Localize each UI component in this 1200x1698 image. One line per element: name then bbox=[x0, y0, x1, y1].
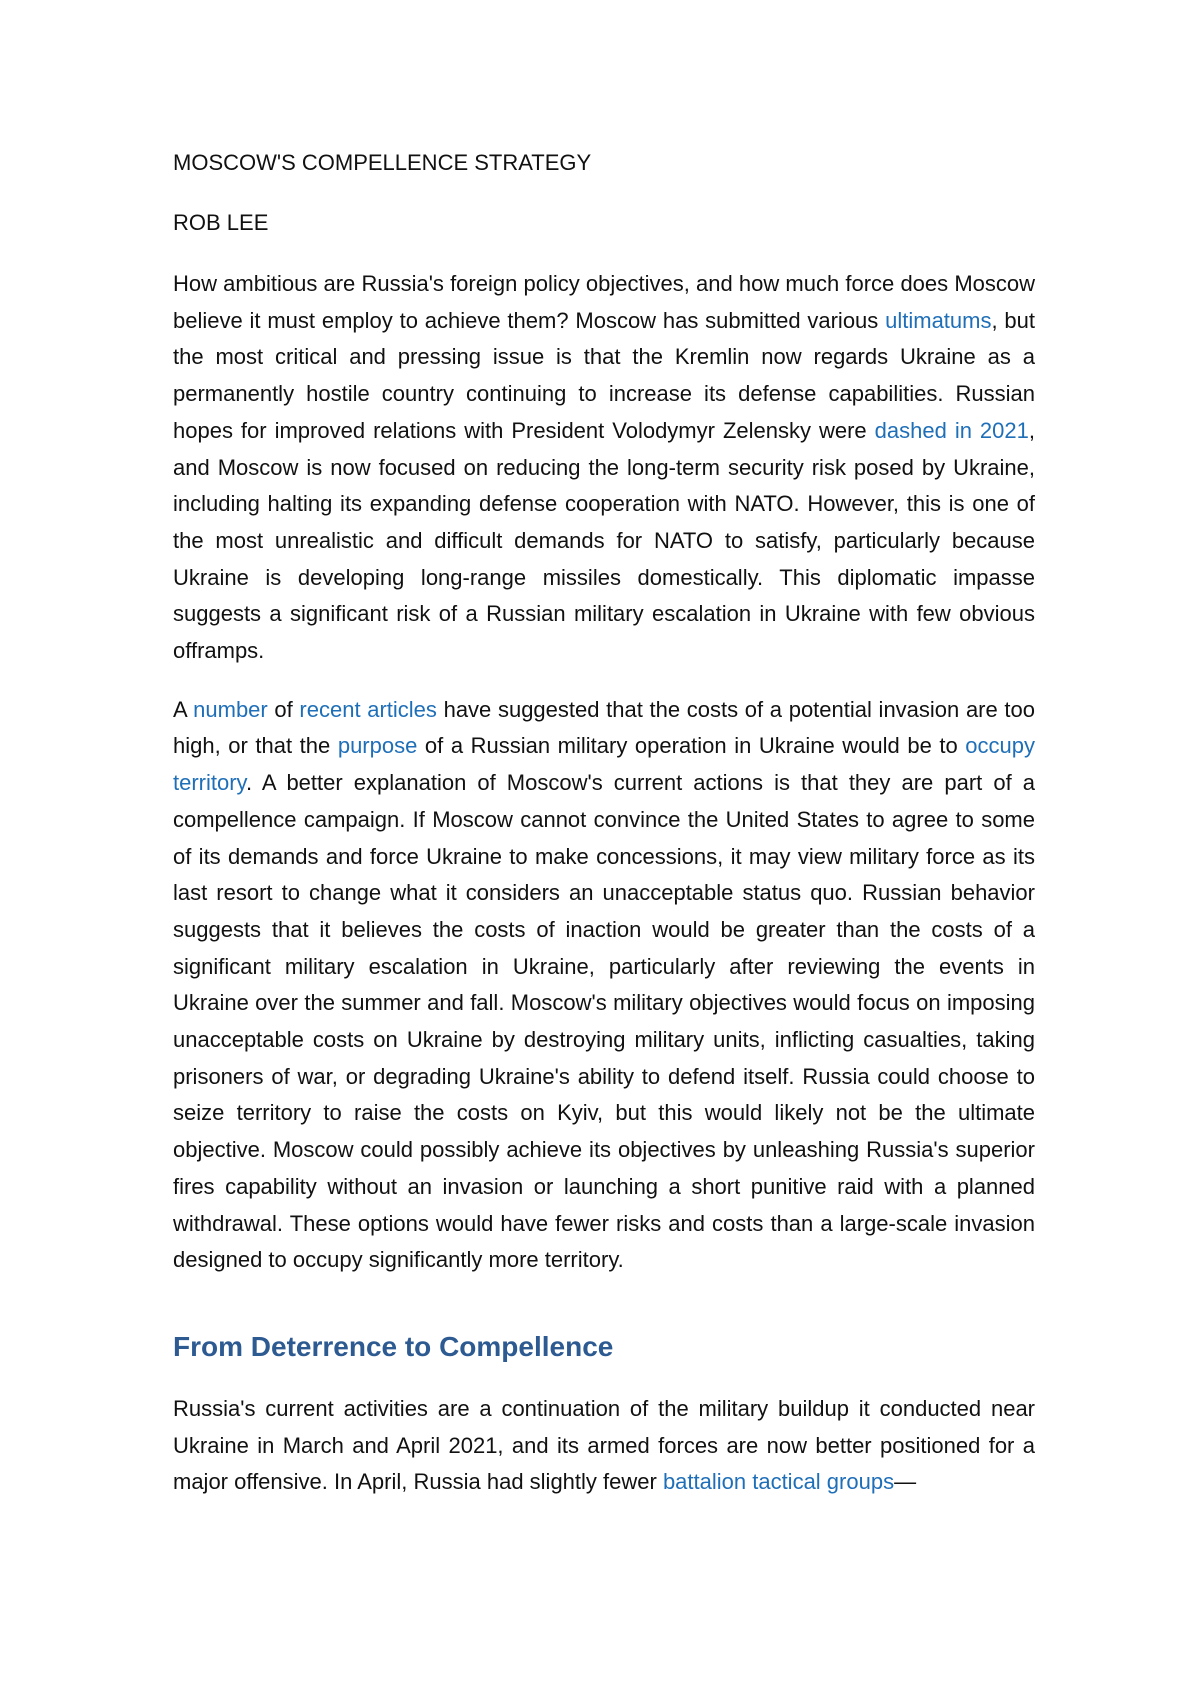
document-page bbox=[173, 148, 1035, 1501]
paragraph-2 bbox=[173, 692, 1035, 1279]
link-ultimatums[interactable]: ultimatums bbox=[885, 307, 992, 333]
document-title: MOSCOW'S COMPELLENCE STRATEGY bbox=[173, 150, 592, 175]
text-run: A bbox=[173, 696, 194, 722]
link-purpose[interactable]: purpose bbox=[337, 733, 418, 759]
section-heading: From Deterrence to Compellence bbox=[173, 1330, 614, 1362]
text-run: — bbox=[894, 1469, 917, 1495]
text-run: . A better explanation of Moscow's current actions is that they are part of a compellence campaign. If Moscow cannot convince the United States to agree to some of its demands and force Ukraine to make concessions, it may view military force as its last resort to change what it considers an unacceptable status quo. Russian behavior suggests that it believes the costs of inaction would be greater than the costs of a significant military escalation in Ukraine, particularly after reviewing the events in Ukraine over the summer and fall. Moscow's military objectives would focus on imposing unacceptable costs on Ukraine by destroying military units, inflicting casualties, taking prisoners of war, or degrading Ukraine's ability to defend itself. Russia could choose to seize territory to raise the costs on Kyiv, but this would likely not be the ultimate objective. Moscow could possibly achieve its objectives by unleashing Russia's superior fires capability without an invasion or launching a short punitive raid with a planned withdrawal. These options would have fewer risks and costs than a large-scale invasion designed to occupy significantly more territory. bbox=[173, 770, 1035, 1273]
link-recent-articles[interactable]: recent articles bbox=[299, 696, 437, 722]
text-run: Russia's current activities are a continuation of the military buildup it conducted near Ukraine in March and April 2021, and its armed forces are now better positioned for a major offensive. In April, Russia had slightly fewer bbox=[173, 1395, 1035, 1495]
paragraph-1 bbox=[173, 266, 1035, 670]
link-battalion-tactical-groups[interactable]: battalion tactical groups bbox=[662, 1469, 895, 1495]
text-run: of bbox=[267, 696, 300, 722]
text-run: of a Russian military operation in Ukraine would be to bbox=[417, 733, 966, 759]
text-run: , but the most critical and pressing issue is that the Kremlin now regards Ukraine as a permanently hostile country continuing to increase its defense capabilities. Russian hopes for improved relations with President Volodymyr Zelensky were bbox=[173, 307, 1036, 443]
text-run: , and Moscow is now focused on reducing the long-term security risk posed by Ukraine, including halting its expanding defense cooperation with NATO. However, this is one of the most unrealistic and difficult demands for NATO to satisfy, particularly because Ukraine is developing long-range missiles domestically. This diplomatic impasse suggests a significant risk of a Russian military escalation in Ukraine with few obvious offramps. bbox=[173, 417, 1036, 664]
text-run: How ambitious are Russia's foreign policy objectives, and how much force does Moscow believe it must employ to achieve them? Moscow has submitted various bbox=[173, 271, 1035, 333]
link-number[interactable]: number bbox=[193, 696, 268, 722]
link-occupy-territory[interactable]: occupy territory bbox=[173, 733, 1036, 796]
text-run: have suggested that the costs of a potential invasion are too high, or that the bbox=[173, 696, 1035, 759]
link-dashed-in-2021[interactable]: dashed in 2021 bbox=[874, 417, 1029, 443]
author-name: ROB LEE bbox=[173, 210, 269, 235]
paragraph-3 bbox=[173, 1391, 1035, 1501]
